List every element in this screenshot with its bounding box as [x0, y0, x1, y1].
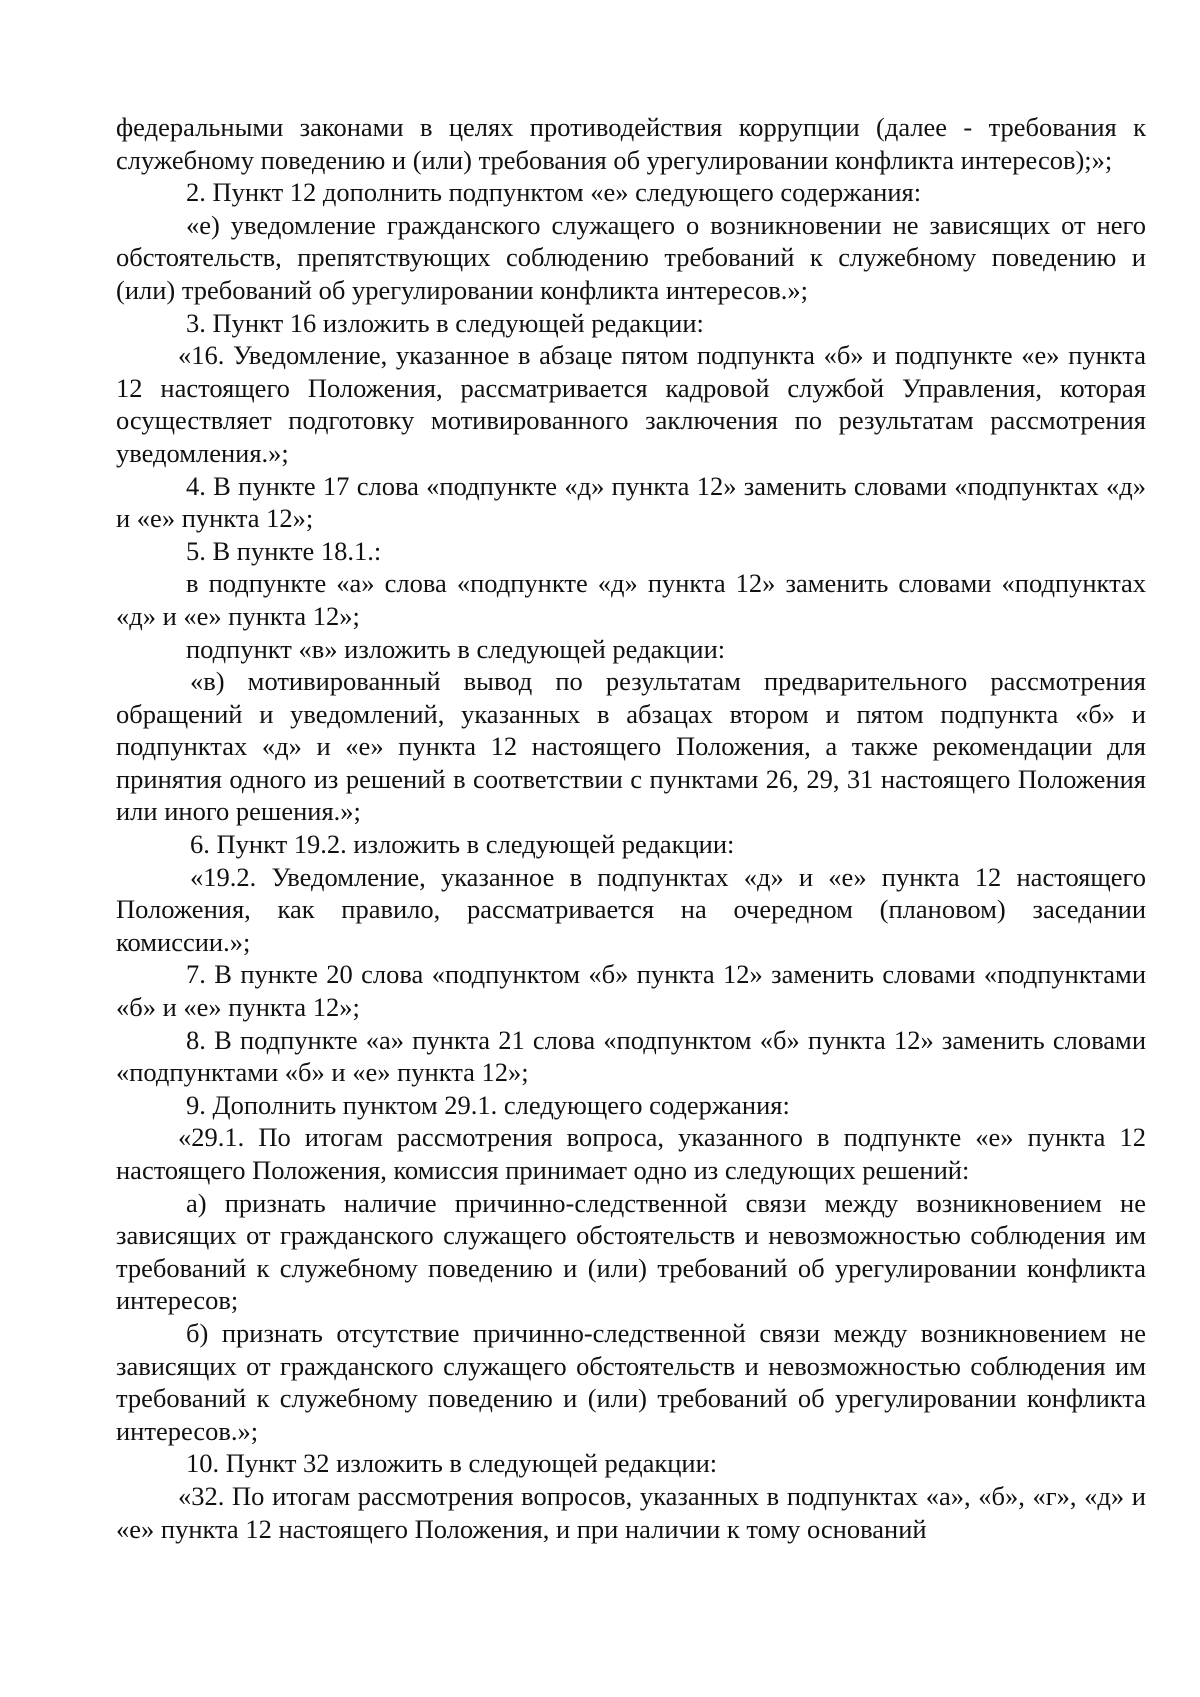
paragraph-item-9: 9. Дополнить пунктом 29.1. следующего содержания: — [186, 1089, 790, 1120]
paragraph-clause-v: «в) мотивированный вывод по результатам предварительного рассмотрения обращений и уведомлений, указанных в абзацах втором и пятом подпункта «б» и подпунктах «д» и «е» пункта 12 настоящего Положения, а также рекомендации для принятия одного из решений в соответствии с пунктами 26, 29, 31 настоящего Положения или иного решения.»; — [116, 666, 1146, 827]
paragraph-item-6: 6. Пункт 19.2. изложить в следующей редакции: — [190, 829, 735, 860]
paragraph-item-7: 7. В пункте 20 слова «подпунктом «б» пункта 12» заменить словами «подпунктами «б» и «е» пункта 12»; — [116, 959, 1146, 1023]
paragraph-subitem-e: «е) уведомление гражданского служащего о возникновении не зависящих от него обстоятельств, препятствующих соблюдению требований к служебному поведению и (или) требований об урегулировании конфликта интересов.»; — [116, 209, 1146, 305]
paragraph-clause-29-1-a: а) признать наличие причинно-следственной связи между возникновением не зависящих от гражданского служащего обстоятельств и невозможностью соблюдения им требований к служебному поведению и (или) требований об урегулировании конфликта интересов; — [116, 1187, 1146, 1316]
paragraph-item-10: 10. Пункт 32 изложить в следующей редакции: — [186, 1448, 718, 1479]
paragraph-item-8: 8. В подпункте «а» пункта 21 слова «подпунктом «б» пункта 12» заменить словами «подпунктами «б» и «е» пункта 12»; — [116, 1024, 1146, 1088]
paragraph-clause-19-2: «19.2. Уведомление, указанное в подпунктах «д» и «е» пункта 12 настоящего Положения, как правило, рассматривается на очередном (плановом) заседании комиссии.»; — [116, 861, 1146, 957]
document-page — [116, 111, 1146, 1545]
paragraph-clause-32: «32. По итогам рассмотрения вопросов, указанных в подпунктах «а», «б», «г», «д» и «е» пункта 12 настоящего Положения, и при наличии к тому оснований — [116, 1480, 1146, 1544]
paragraph-item-5-a: в подпункте «а» слова «подпункте «д» пункта 12» заменить словами «подпунктах «д» и «е» пункта 12»; — [116, 568, 1146, 631]
paragraph-continuation: федеральными законами в целях противодействия коррупции (далее - требования к служебному поведению и (или) требования об урегулировании конфликта интересов);»; — [116, 112, 1146, 175]
paragraph-clause-29-1: «29.1. По итогам рассмотрения вопроса, указанного в подпункте «е» пункта 12 настоящего Положения, комиссия принимает одно из следующих решений: — [116, 1122, 1146, 1185]
paragraph-item-5: 5. В пункте 18.1.: — [186, 535, 382, 566]
paragraph-clause-29-1-b: б) признать отсутствие причинно-следственной связи между возникновением не зависящих от гражданского служащего обстоятельств и невозможностью соблюдения им требований к служебному поведению и (или) требований об урегулировании конфликта интересов.»; — [116, 1317, 1146, 1446]
paragraph-item-3: 3. Пункт 16 изложить в следующей редакции: — [186, 307, 704, 338]
paragraph-clause-16: «16. Уведомление, указанное в абзаце пятом подпункта «б» и подпункте «е» пункта 12 настоящего Положения, рассматривается кадровой службой Управления, которая осуществляет подготовку мотивированного заключения по результатам рассмотрения уведомления.»; — [116, 340, 1146, 468]
paragraph-item-2: 2. Пункт 12 дополнить подпунктом «е» следующего содержания: — [186, 177, 922, 208]
paragraph-item-5-v: подпункт «в» изложить в следующей редакции: — [186, 633, 726, 664]
paragraph-item-4: 4. В пункте 17 слова «подпункте «д» пункта 12» заменить словами «подпунктах «д» и «е» пункта 12»; — [116, 470, 1146, 534]
